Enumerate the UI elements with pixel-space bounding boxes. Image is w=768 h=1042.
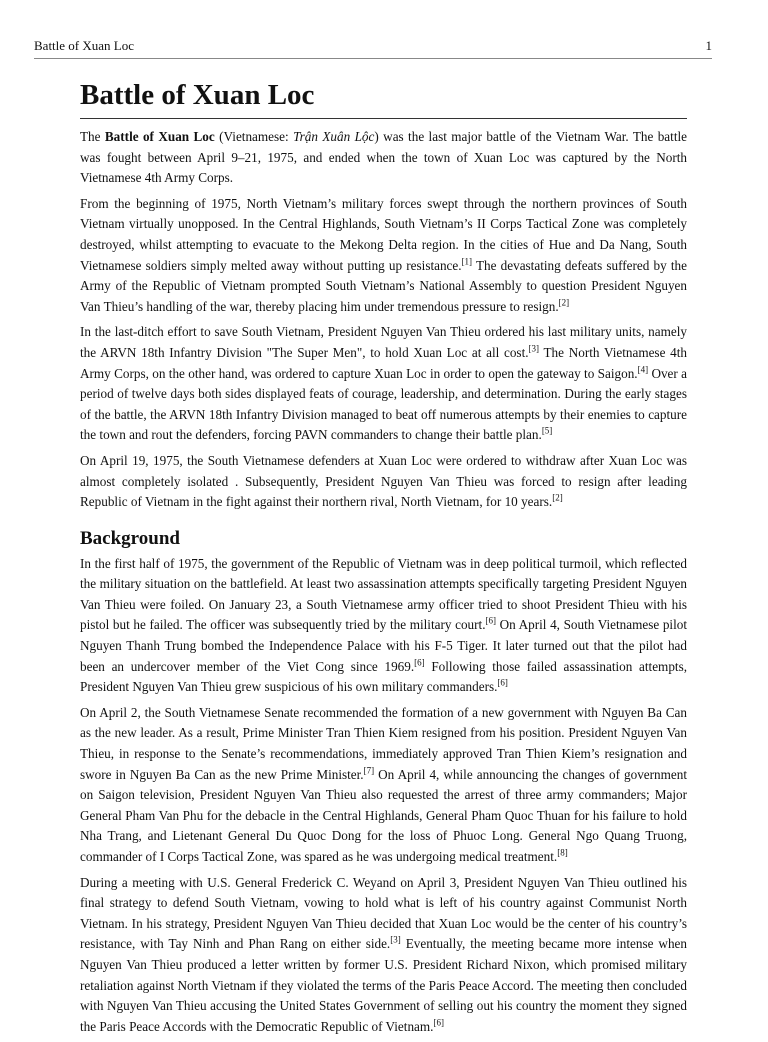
text-run: (Vietnamese:: [214, 129, 294, 144]
text-run: On April 19, 1975, the South Vietnamese defenders at Xuan Loc were ordered to withdraw after Xuan Loc was almost completely isolated . Subsequently, President Nguyen Van Thieu was forced to resign after leading Republic of Vietnam in the fight against their northern rival, North Vietnam, for 10 years.: [80, 452, 687, 510]
text-run: The devastating defeats suffered by the Army of the Republic of Vietnam prompted South Vietnam’s National Assembly to question President Nguyen Van Thieu’s handling of the war, thereby placing him under tremendous pressure to resign.: [80, 257, 687, 314]
citation-ref[interactable]: [2]: [552, 492, 563, 503]
text-run: The: [80, 129, 105, 144]
vietnamese-name: Trận Xuân Lộc: [293, 129, 375, 144]
background-paragraph-3: [80, 873, 687, 1038]
intro-paragraph-4: [80, 451, 687, 513]
citation-ref[interactable]: [6]: [414, 657, 425, 668]
text-run: On April 2, the South Vietnamese Senate recommended the formation of a new government with Nguyen Ba Can as the new leader. As a result, Prime Minister Tran Thien Kiem resigned from his position. President Nguyen Van Thieu, in response to the Senate’s recommendations, immediately approved Tran Thien Kiem’s resignation and swore in Nguyen Ba Can as the new Prime Minister.: [80, 704, 687, 782]
citation-ref[interactable]: [7]: [363, 765, 375, 776]
text-run: ) was the last major battle of the Vietnam War. The battle was fought between April 9–21, 1975, and ended when the town of Xuan Loc was captured by the North Vietnamese 4th Army Corps.: [80, 129, 688, 186]
citation-ref[interactable]: [3]: [528, 343, 540, 354]
text-run: The North Vietnamese 4th Army Corps, on the other hand, was ordered to capture Xuan Loc in order to open the gateway to Saigon.: [80, 344, 687, 381]
text-run: In the first half of 1975, the government of the Republic of Vietnam was in deep political turmoil, which reflected the military situation on the battlefield. At least two assassination attempts specifically targeting President Nguyen Van Thieu were foiled. On January 23, a South Vietnamese army officer tried to shoot President Thieu with his pistol but he failed. The officer was subsequently tried by the military court.: [80, 555, 687, 633]
intro-paragraph-1: [80, 127, 687, 189]
text-run: During a meeting with U.S. General Frederick C. Weyand on April 3, President Nguyen Van Thieu outlined his final strategy to defend South Vietnam, vowing to hold what is left of his country against Communist North Vietnam. In his strategy, President Nguyen Van Thieu decided that Xuan Loc would be the center of his country’s resistance, with Tay Ninh and Phan Rang on either side.: [80, 874, 687, 952]
article-body: [80, 78, 687, 1042]
citation-ref[interactable]: [2]: [558, 297, 570, 308]
citation-ref[interactable]: [6]: [497, 677, 508, 688]
intro-paragraph-2: [80, 194, 687, 318]
citation-ref[interactable]: [8]: [557, 847, 568, 858]
text-run: Following those failed assassination attempts, President Nguyen Van Thieu grew suspicious of his own military commanders.: [80, 658, 688, 695]
text-run: Eventually, the meeting became more intense when Nguyen Van Thieu produced a letter written by former U.S. President Richard Nixon, which promised military retaliation against North Vietnam if they violated the terms of the Paris Peace Accord. The meeting then concluded with Nguyen Van Thieu accusing the United States Government of selling out his country the moment they signed the Paris Peace Accords with the Democratic Republic of Vietnam.: [80, 936, 688, 1034]
citation-ref[interactable]: [6]: [485, 616, 496, 627]
page-title: Battle of Xuan Loc: [80, 78, 687, 119]
citation-ref[interactable]: [5]: [541, 425, 553, 436]
bold-term: Battle of Xuan Loc: [104, 129, 215, 144]
citation-ref[interactable]: [6]: [433, 1017, 444, 1028]
running-header-title: Battle of Xuan Loc: [34, 38, 134, 53]
intro-paragraph-3: [80, 322, 687, 446]
running-header: [34, 0, 712, 59]
text-run: From the beginning of 1975, North Vietnam’s military forces swept through the northern provinces of South Vietnam virtually unopposed. In the Central Highlands, South Vietnam’s II Corps Tactical Zone was completely destroyed, whilst attempting to evacuate to the Mekong Delta region. In the cities of Hue and Da Nang, South Vietnamese soldiers simply melted away without putting up resistance.: [80, 195, 687, 273]
text-run: Over a period of twelve days both sides displayed feats of courage, leadership, and determination. During the early stages of the battle, the ARVN 18th Infantry Division managed to beat off numerous attempts by their enemies to capture the town and rout the defenders, forcing PAVN commanders to change their battle plan.: [80, 365, 688, 443]
text-run: In the last-ditch effort to save South Vietnam, President Nguyen Van Thieu ordered his last military units, namely the ARVN 18th Infantry Division "The Super Men", to hold Xuan Loc at all cost.: [80, 324, 687, 360]
background-paragraph-1: [80, 554, 687, 698]
text-run: On April 4, South Vietnamese pilot Nguyen Thanh Trung bombed the Independence Palace with his F-5 Tiger. It later turned out that the pilot had been an undercover member of the Viet Cong since 1969.: [80, 617, 688, 674]
page-number: 1: [705, 38, 712, 53]
section-heading-background: Background: [80, 527, 180, 549]
citation-ref[interactable]: [4]: [637, 364, 649, 375]
citation-ref[interactable]: [1]: [461, 256, 473, 267]
background-paragraph-2: [80, 703, 687, 868]
citation-ref[interactable]: [3]: [390, 934, 401, 945]
text-run: On April 4, while announcing the changes of government on Saigon television, President Nguyen Van Thieu also requested the arrest of three army commanders; Major General Pham Van Phu for the debacle in the Central Highlands, General Pham Quoc Thuan for his failure to hold Nha Trang, and Lietenant General Du Quoc Dong for the loss of Phuoc Long. General Ngo Quang Truong, commander of I Corps Tactical Zone, was spared as he was undergoing medical treatment.: [80, 766, 687, 864]
